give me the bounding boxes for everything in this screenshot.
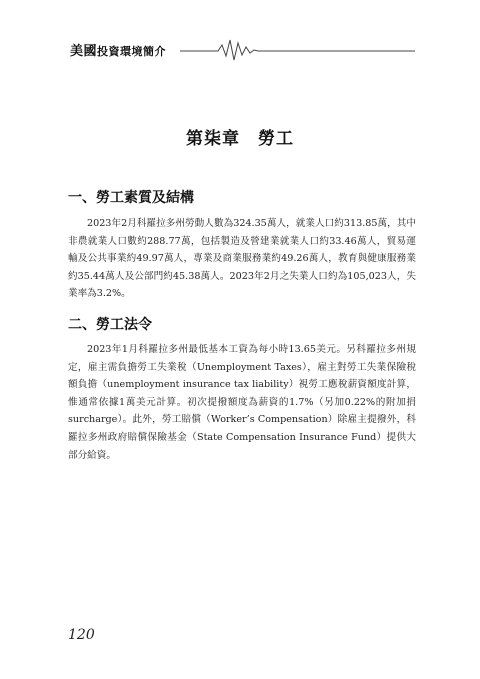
header-title-country: 美國: [70, 44, 98, 59]
section-heading-labor-quality: 一、勞工素質及結構: [68, 190, 194, 206]
header-title-subtitle: 投資環境簡介: [97, 45, 167, 58]
section-paragraph-labor-quality: 2023年2月科羅拉多州勞動人數為324.35萬人，就業人口約313.85萬，其中非農就業人口數約288.77萬，包括製造及營建業就業人口約33.46萬人，貿易運輸及公共事業約49.97萬人，專業及商業服務業約49.26萬人，教育與健康服務業約35.44萬人及公部門約45.38萬人。2023年2月之失業人口約為105,023人，失業率為3.2%。: [68, 218, 416, 300]
chapter-title: 第柒章 勞工: [186, 129, 294, 149]
section-paragraph-labor-law: 2023年1月科羅拉多州最低基本工資為每小時13.65美元。另科羅拉多州規定，雇主需負擔勞工失業稅（Unemployment Taxes），雇主對勞工失業保險稅額負擔（unemployment insurance tax liability）視勞工應稅薪資額度計算，惟通常依據1萬美元計算。初次提撥額度為薪資的1.7%（另加0.22%的附加捐surcharge）。此外，勞工賠償（Worker’s Compensation）除雇主提撥外，科羅拉多州政府賠償保險基金（State Compensation Insurance Fund）提供大部分給資。: [68, 344, 416, 461]
section-heading-labor-law: 二、勞工法令: [68, 317, 152, 333]
page-number: 120: [68, 627, 95, 643]
page-header: [70, 34, 415, 64]
header-title: [70, 40, 166, 59]
